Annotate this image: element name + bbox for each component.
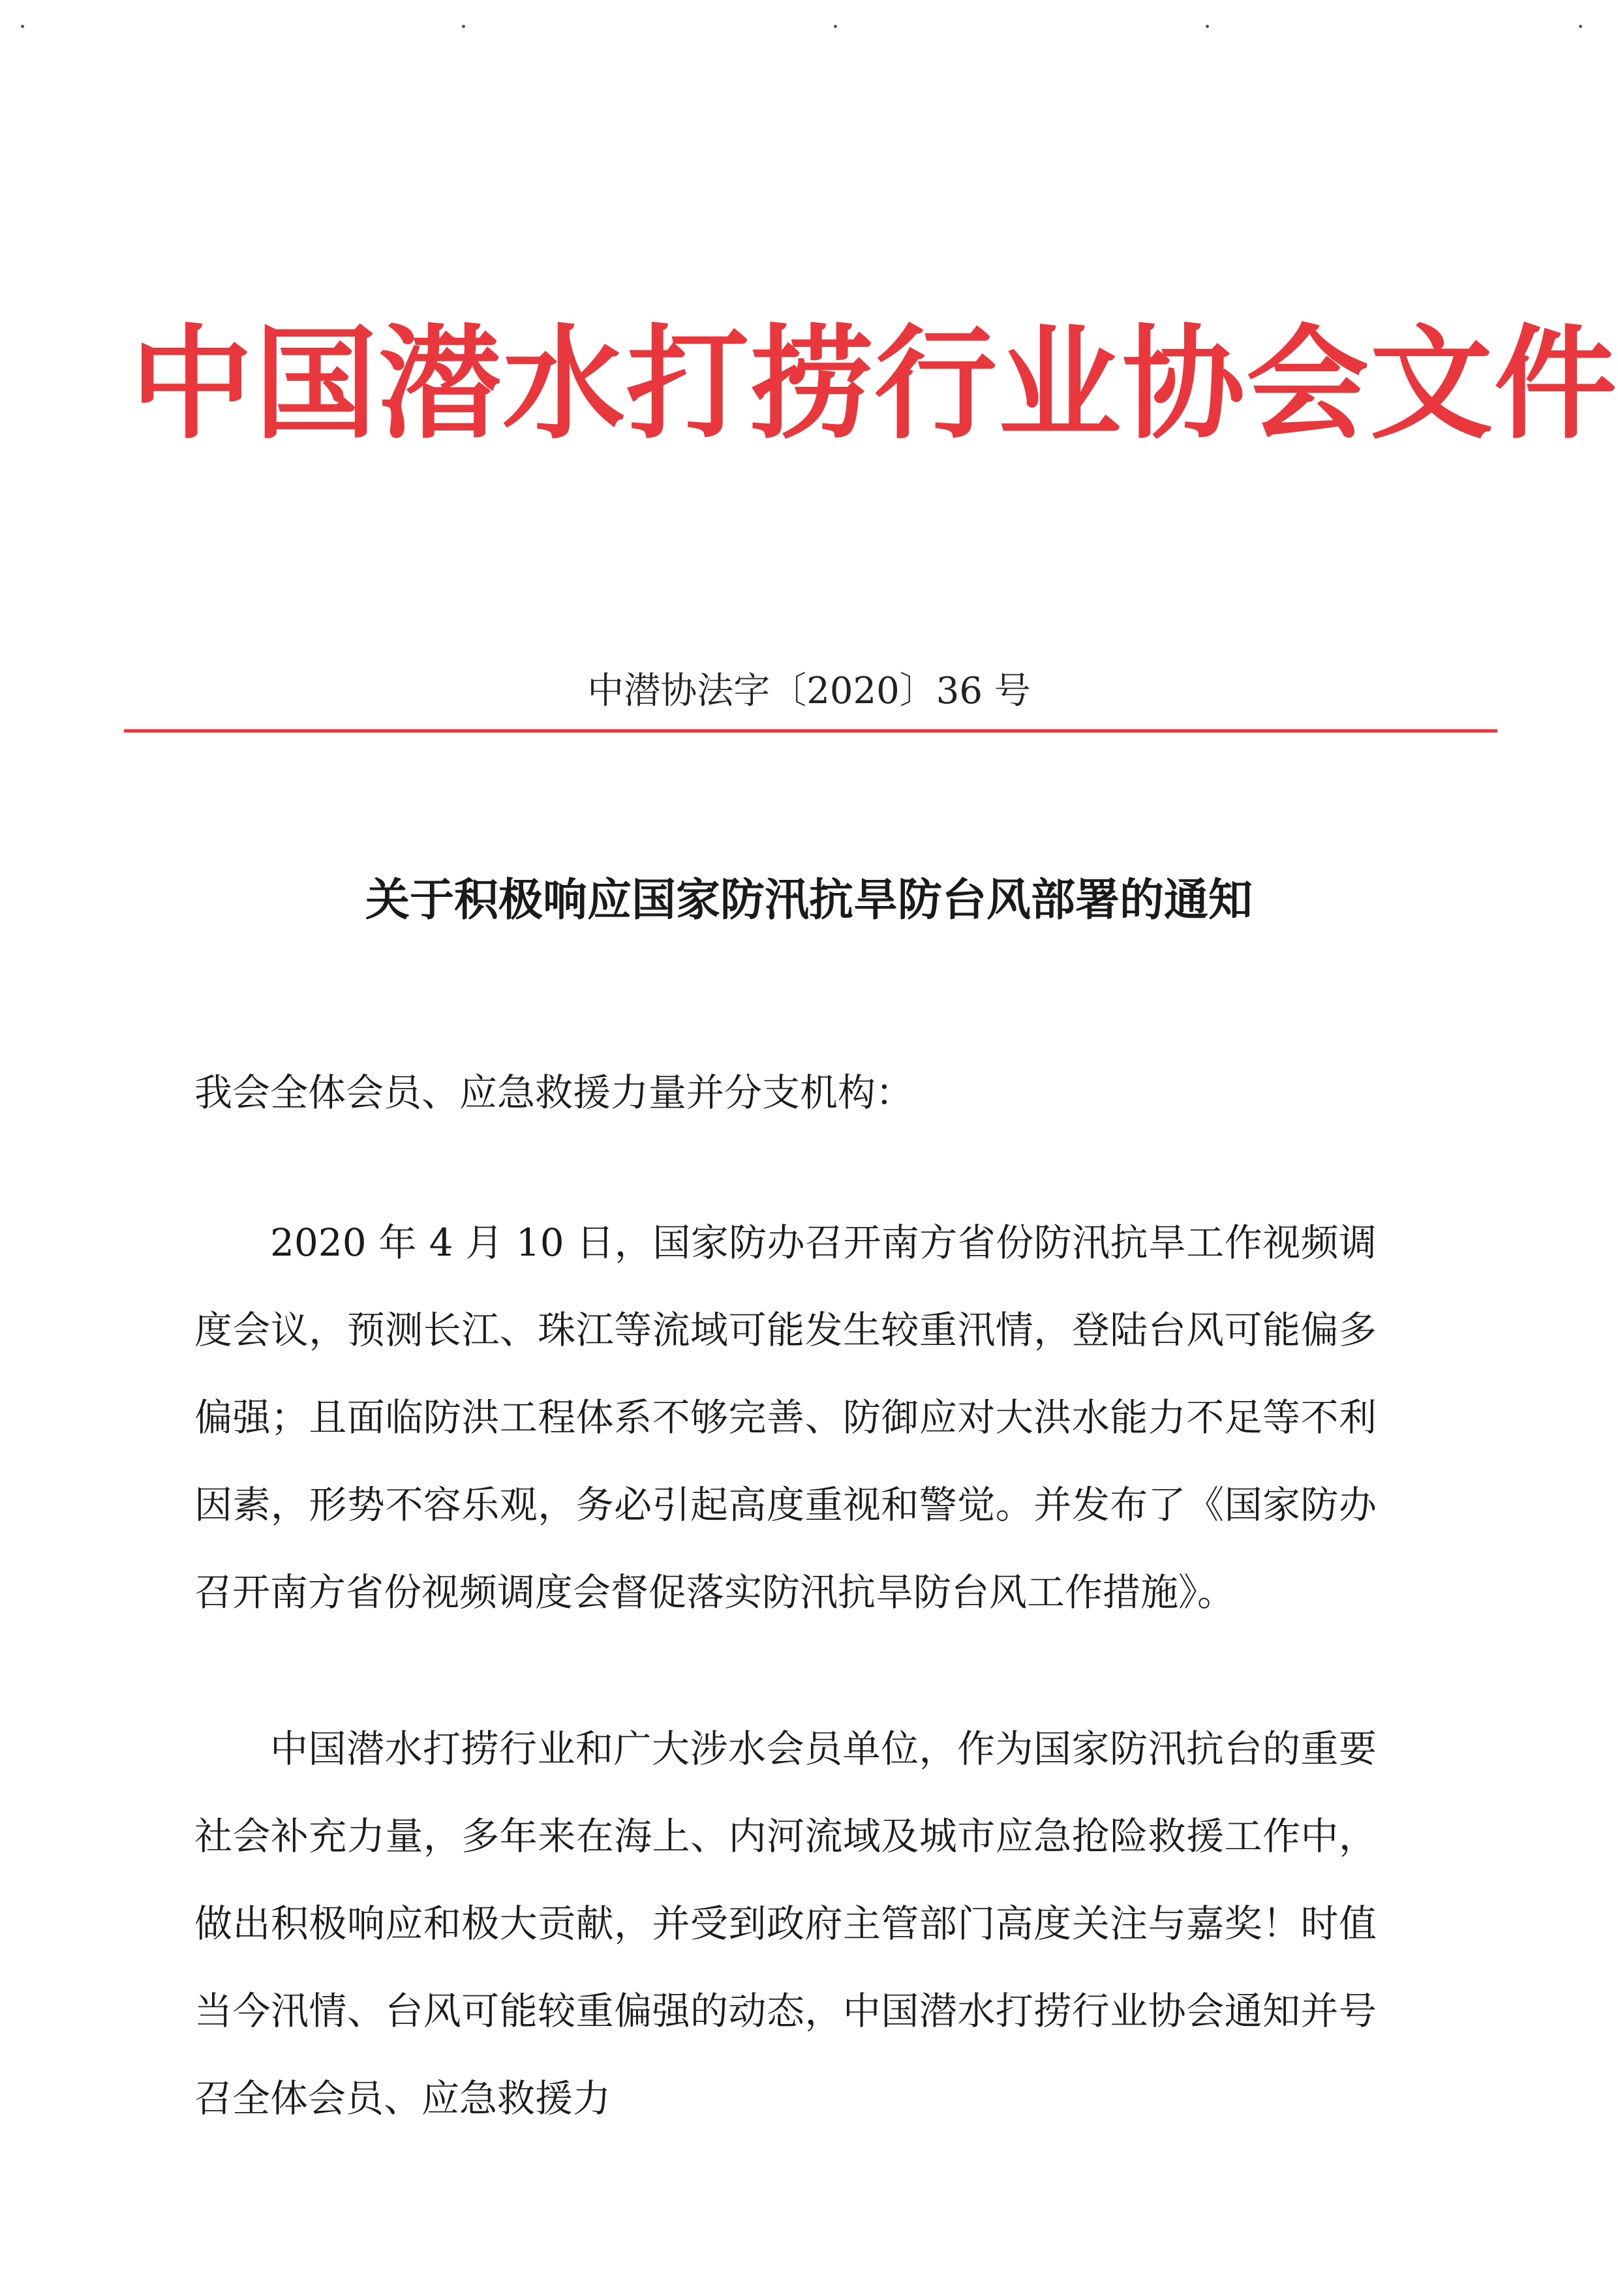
document-number: 中潜协法字〔2020〕36 号 [587,670,1031,712]
body-paragraph: 2020 年 4 月 10 日，国家防办召开南方省份防汛抗旱工作视频调度会议，预测长江、珠江等流域可能发生较重汛情，登陆台风可能偏多偏强；且面临防洪工程体系不够完善、防御应对大洪水能力不足等不利因素，形势不容乐观，务必引起高度重视和警觉。并发布了《国家防办召开南方省份视频调度会督促落实防汛抗旱防台风工作措施》。 [194,1220,1377,1614]
masthead-divider [124,729,1497,733]
body-paragraph: 中国潜水打捞行业和广大涉水会员单位，作为国家防汛抗台的重要社会补充力量，多年来在海上、内河流域及城市应急抢险救援工作中，做出积极响应和极大贡献，并受到政府主管部门高度关注与嘉奖！时值当今汛情、台风可能较重偏强的动态，中国潜水打捞行业协会通知并号召全体会员、应急救援力 [194,1727,1377,2121]
scan-speck [1579,25,1582,28]
document-title: 关于积极响应国家防汛抗旱防台风部署的通知 [365,874,1253,926]
scan-speck [834,25,837,28]
salutation: 我会全体会员、应急救援力量并分支机构： [194,1070,914,1115]
masthead-title: 中国潜水打捞行业协会文件 [130,313,1618,456]
scan-speck [1206,25,1209,28]
scan-speck [21,25,24,28]
scan-speck [462,25,465,28]
